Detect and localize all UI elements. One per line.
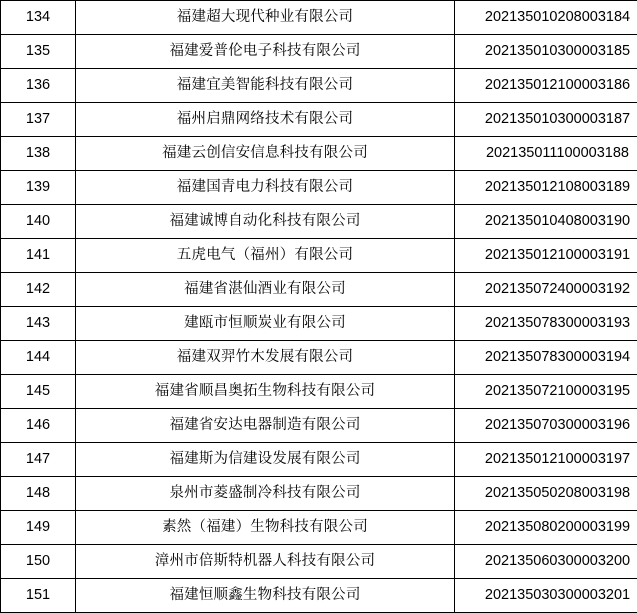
certificate-code: 202135050208003198	[455, 477, 637, 511]
table-row	[1, 1, 637, 35]
certificate-code: 202135078300003193	[455, 307, 637, 341]
company-name: 漳州市倍斯特机器人科技有限公司	[76, 545, 455, 579]
company-name: 福建省安达电器制造有限公司	[76, 409, 455, 443]
row-index: 141	[1, 239, 76, 273]
company-name: 福建超大现代种业有限公司	[76, 1, 455, 35]
row-index: 139	[1, 171, 76, 205]
table-row	[1, 511, 637, 545]
company-name: 福建诚博自动化科技有限公司	[76, 205, 455, 239]
row-index: 143	[1, 307, 76, 341]
company-name: 福建省顺昌奥拓生物科技有限公司	[76, 375, 455, 409]
table-body	[1, 1, 637, 613]
certificate-code: 202135010300003187	[455, 103, 637, 137]
row-index: 136	[1, 69, 76, 103]
table-row	[1, 375, 637, 409]
table-row	[1, 443, 637, 477]
row-index: 137	[1, 103, 76, 137]
table-row	[1, 69, 637, 103]
row-index: 147	[1, 443, 76, 477]
company-name: 建瓯市恒顺炭业有限公司	[76, 307, 455, 341]
table-row	[1, 341, 637, 375]
company-name: 福建爱普伦电子科技有限公司	[76, 35, 455, 69]
row-index: 145	[1, 375, 76, 409]
certificate-code: 202135078300003194	[455, 341, 637, 375]
certificate-code: 202135072100003195	[455, 375, 637, 409]
company-name: 福建国青电力科技有限公司	[76, 171, 455, 205]
table-row	[1, 477, 637, 511]
table-row	[1, 409, 637, 443]
company-name: 福建斯为信建设发展有限公司	[76, 443, 455, 477]
certificate-code: 202135012100003191	[455, 239, 637, 273]
company-name: 福建云创信安信息科技有限公司	[76, 137, 455, 171]
certificate-code: 202135010208003184	[455, 1, 637, 35]
table-row	[1, 579, 637, 613]
table-row	[1, 239, 637, 273]
table-row	[1, 171, 637, 205]
certificate-code: 202135070300003196	[455, 409, 637, 443]
row-index: 142	[1, 273, 76, 307]
row-index: 149	[1, 511, 76, 545]
table-row	[1, 205, 637, 239]
row-index: 140	[1, 205, 76, 239]
row-index: 150	[1, 545, 76, 579]
certificate-code: 202135011100003188	[455, 137, 637, 171]
row-index: 144	[1, 341, 76, 375]
company-name: 福州启鼎网络技术有限公司	[76, 103, 455, 137]
table-row	[1, 307, 637, 341]
certificate-code: 202135010408003190	[455, 205, 637, 239]
certificate-code: 202135012100003186	[455, 69, 637, 103]
table-row	[1, 137, 637, 171]
row-index: 146	[1, 409, 76, 443]
certificate-code: 202135010300003185	[455, 35, 637, 69]
row-index: 138	[1, 137, 76, 171]
certificate-code: 202135080200003199	[455, 511, 637, 545]
certificate-code: 202135030300003201	[455, 579, 637, 613]
row-index: 134	[1, 1, 76, 35]
company-name: 福建省湛仙酒业有限公司	[76, 273, 455, 307]
table-row	[1, 35, 637, 69]
table-row	[1, 273, 637, 307]
company-name: 福建恒顺鑫生物科技有限公司	[76, 579, 455, 613]
row-index: 148	[1, 477, 76, 511]
table-row	[1, 545, 637, 579]
company-name: 素然（福建）生物科技有限公司	[76, 511, 455, 545]
row-index: 151	[1, 579, 76, 613]
company-name: 五虎电气（福州）有限公司	[76, 239, 455, 273]
certificate-code: 202135060300003200	[455, 545, 637, 579]
table-row	[1, 103, 637, 137]
company-name: 福建双羿竹木发展有限公司	[76, 341, 455, 375]
certificate-code: 202135012108003189	[455, 171, 637, 205]
company-name: 福建宜美智能科技有限公司	[76, 69, 455, 103]
row-index: 135	[1, 35, 76, 69]
company-name: 泉州市菱盛制冷科技有限公司	[76, 477, 455, 511]
certificate-code: 202135012100003197	[455, 443, 637, 477]
certificate-code: 202135072400003192	[455, 273, 637, 307]
